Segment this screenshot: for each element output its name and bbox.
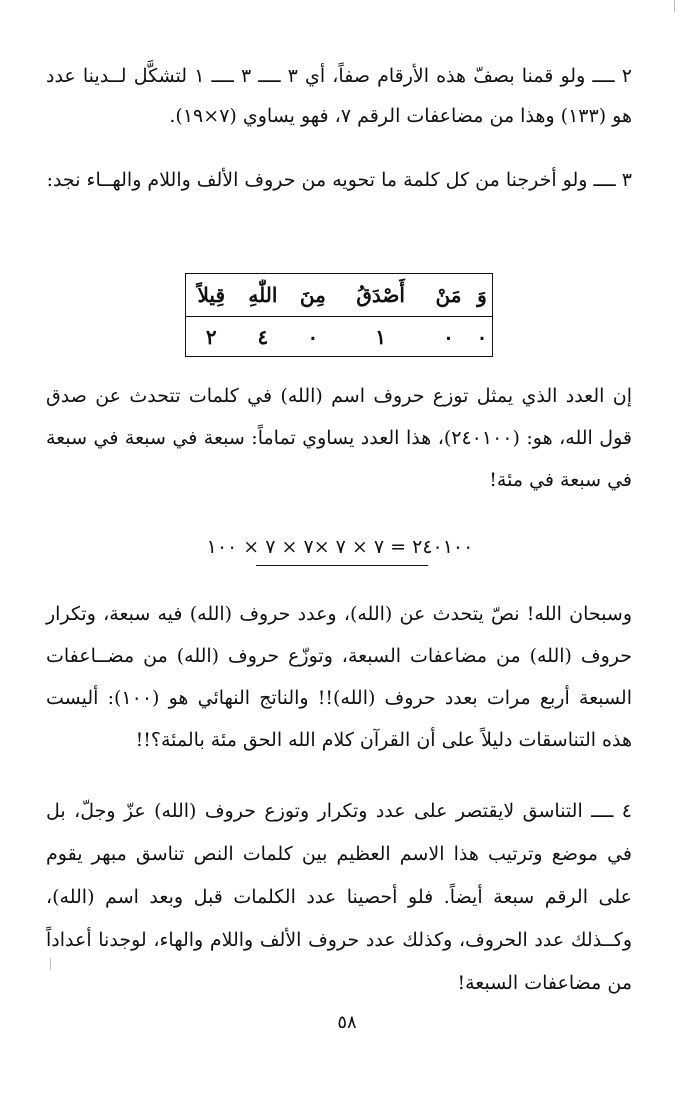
paragraph-point-2: ٢ ــــ ولو قمنا بصفّ هذه الأرقام صفاً، أي ٣ ــــ ٣ ــــ ١ لتشكَّل لــدينا عدد هو (١٣٣) وهذا من مضاعفات الرقم ٧، فهو يساوي (٧×١٩).: [46, 65, 632, 127]
table-count-cell: ٠: [476, 324, 488, 349]
table-header-row: [186, 274, 493, 317]
formula-equation: ٢٤٠١٠٠ = ٧ × ٧ ×٧ × ٧ × ١٠٠: [206, 536, 474, 558]
table-count-row: [186, 317, 493, 357]
table-count-cell: ٠: [307, 324, 319, 349]
table-word-cell: مِنَ: [289, 274, 336, 317]
table-word-cell: وَ: [472, 274, 492, 317]
table-word-cell: اللّٰهِ: [237, 274, 290, 317]
page-number: ٥٨: [337, 1012, 357, 1033]
table-count-cell: ٢: [205, 324, 217, 349]
table-count-cell: ٠: [443, 324, 454, 349]
scan-mark: [674, 0, 675, 12]
table-count-cell: ١: [375, 324, 387, 349]
paragraph-subhan-allah: وسبحان الله! نصّ يتحدث عن (الله)، وعدد حروف (الله) فيه سبعة، وتكرار حروف (الله) من مضاعفات السبعة، وتوزّع حروف (الله) من مضــاعفات السبعة أربع مرات بعدد حروف (الله)!! والناتج النهائي هو (١٠٠): أليست هذه التناسقات دليلاً على أن القرآن كلام الله الحق مئة بالمئة؟!!: [46, 603, 633, 751]
scan-mark: [50, 958, 51, 970]
letter-count-table: [185, 273, 493, 357]
paragraph-number-meaning: إن العدد الذي يمثل توزع حروف اسم (الله) في كلمات تتحدث عن صدق قول الله، هو: (٢٤٠١٠٠)، هذا العدد يساوي تماماً: سبعة في سبعة في سبعة في سبعة في مئة!: [46, 385, 632, 491]
paragraph-point-4: ٤ ــــ التناسق لايقتصر على عدد وتكرار وتوزع حروف (الله) عزّ وجلّ، بل في موضع وترتيب هذا الاسم العظيم بين كلمات النص تناسق مبهر يقوم على الرقم سبعة أيضاً. فلو أحصينا عدد الكلمات قبل وبعد اسم (الله)، وكــذلك عدد الحروف، وكذلك عدد حروف الألف واللام والهاء، لوجدنا أعداداً من مضاعفات السبعة!: [46, 800, 632, 994]
table-word-cell: قِيلاً: [186, 274, 237, 317]
table-word-cell: أَصْدَقُ: [336, 274, 424, 317]
paragraph-point-3: ٣ ــــ ولو أخرجنا من كل كلمة ما تحويه من حروف الألف واللام والهــاء نجد:: [46, 169, 632, 191]
table-count-cell: ٤: [257, 324, 269, 349]
formula-underline: [256, 565, 428, 566]
table-word-cell: مَنْ: [425, 274, 472, 317]
